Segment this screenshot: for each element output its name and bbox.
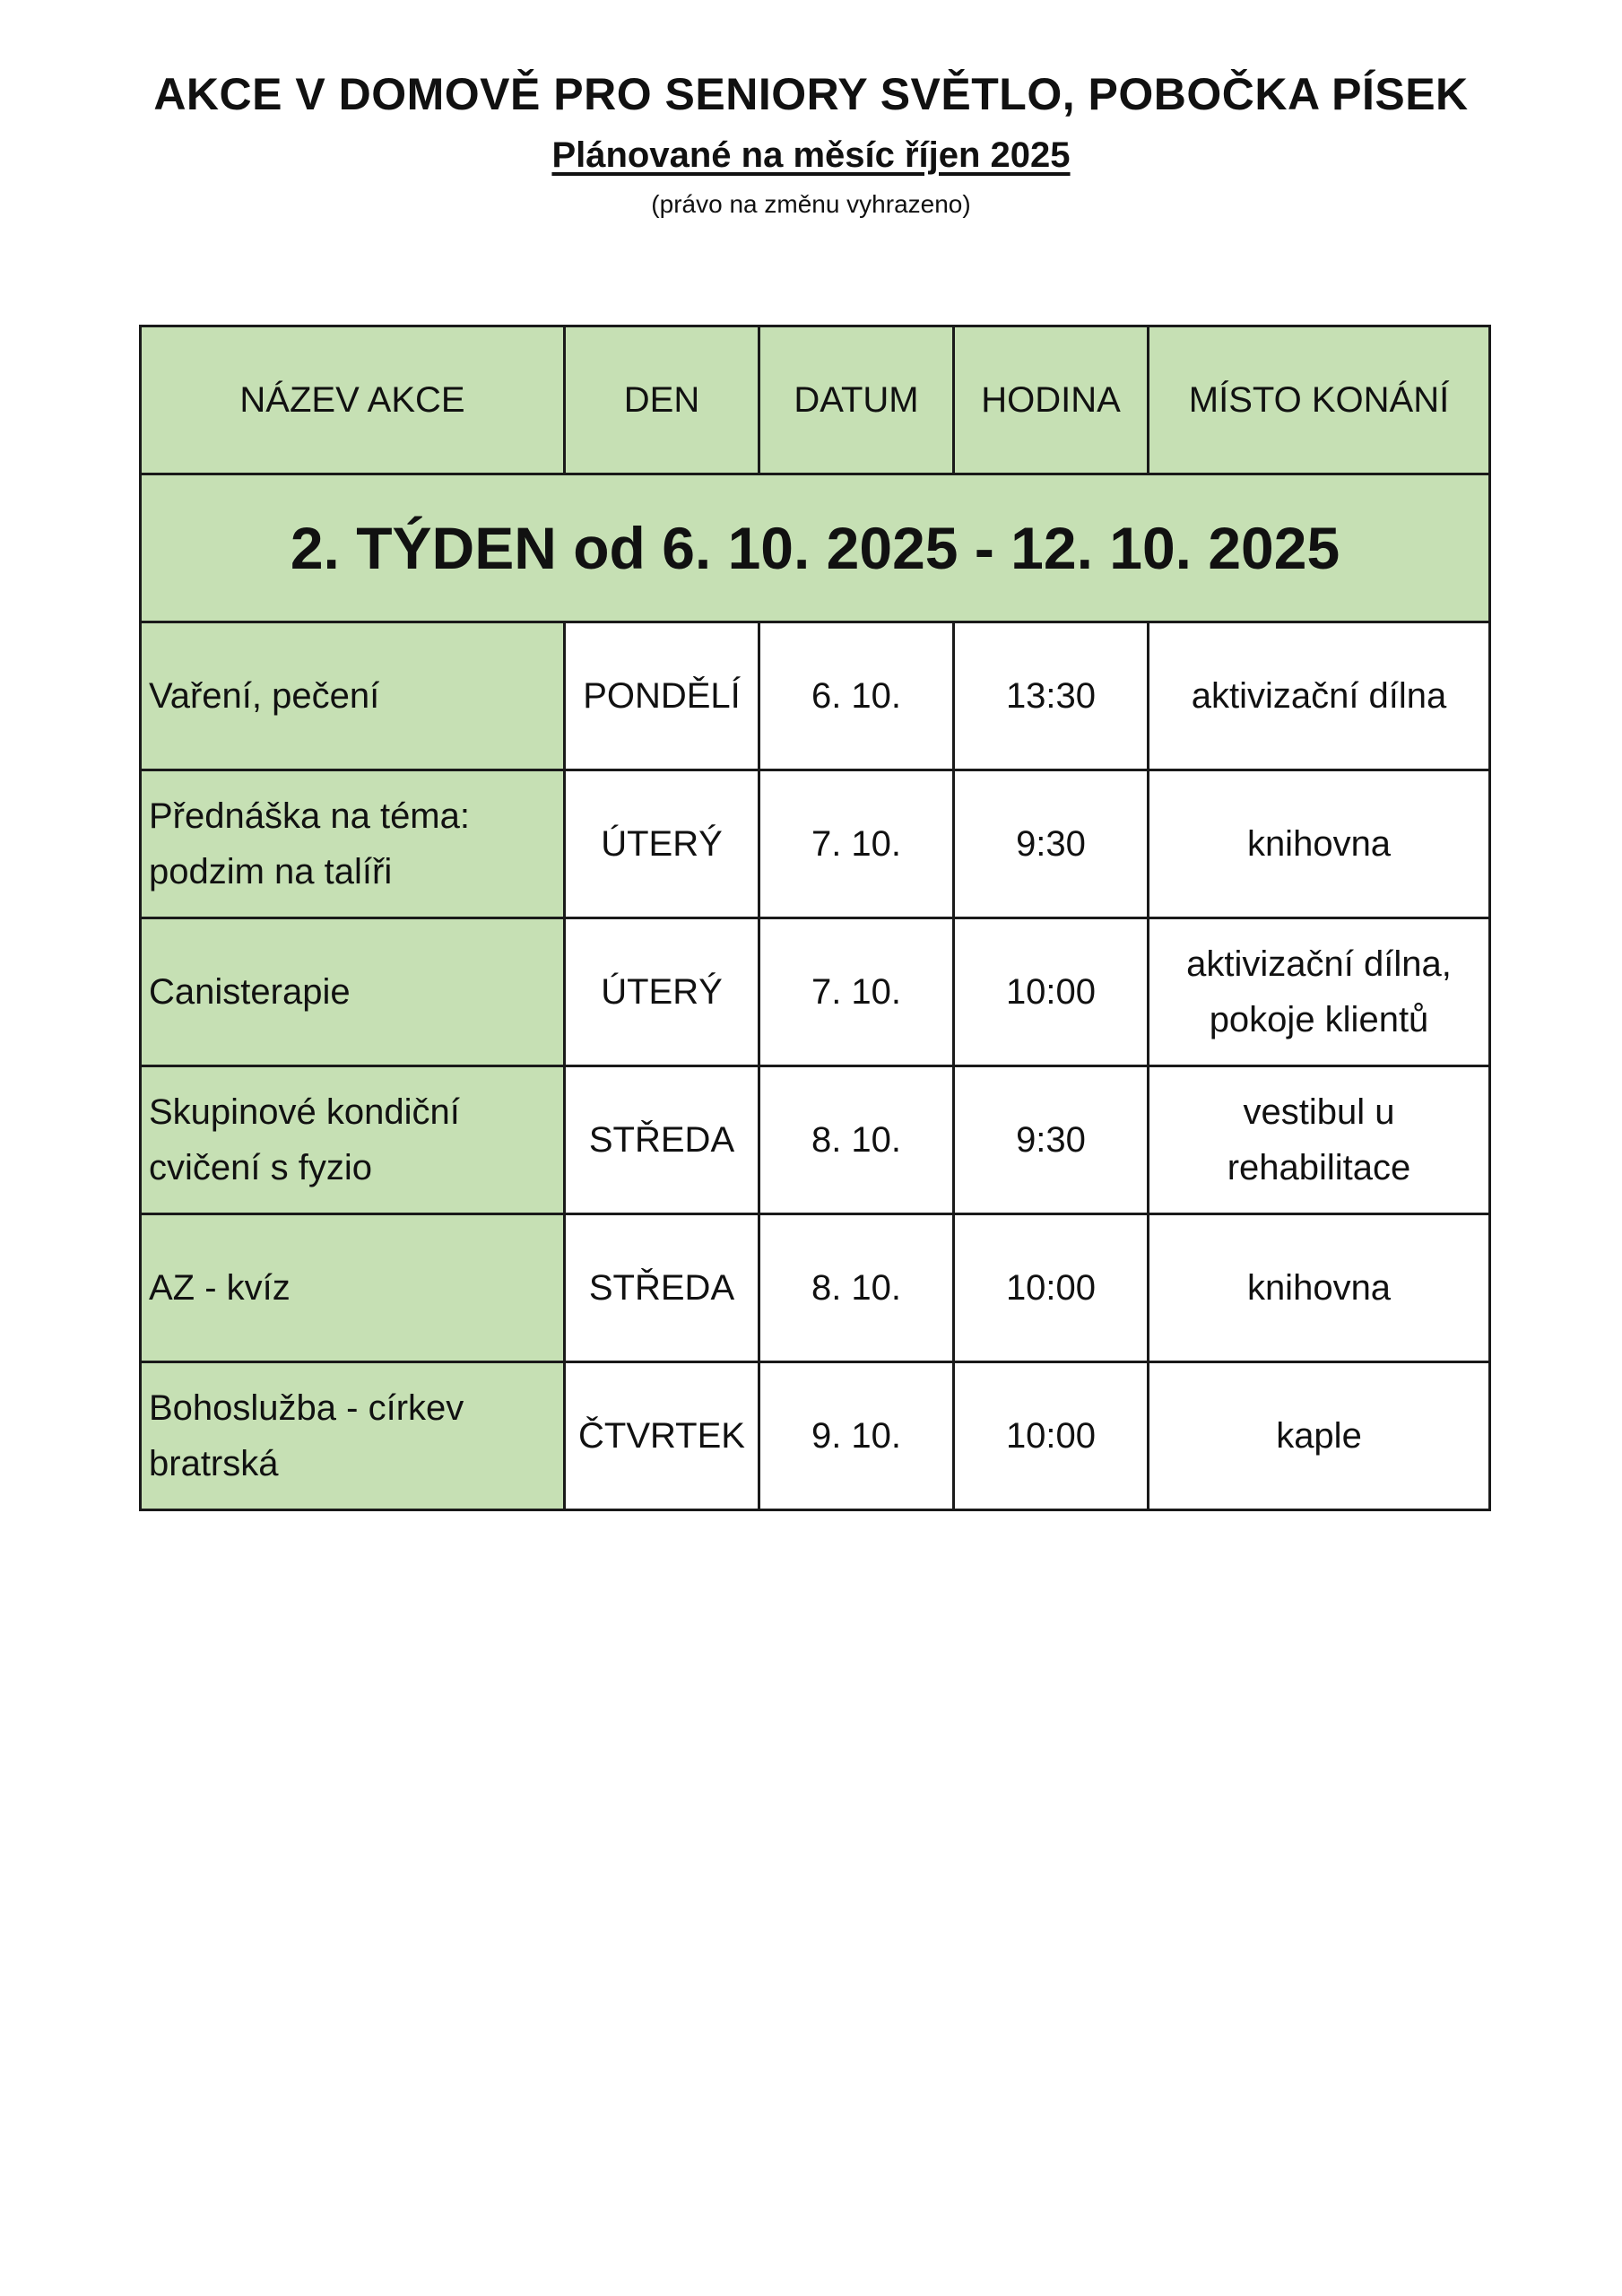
event-name: Bohoslužba - církev bratrská [141,1362,565,1510]
event-time: 10:00 [954,1214,1149,1362]
event-time: 13:30 [954,622,1149,770]
week-label: 2. TÝDEN od 6. 10. 2025 - 12. 10. 2025 [141,474,1490,622]
event-place: vestibul u rehabilitace [1149,1066,1490,1214]
table-row [141,918,1490,1066]
table-row [141,770,1490,918]
table-row [141,1362,1490,1510]
document-title: AKCE V DOMOVĚ PRO SENIORY SVĚTLO, POBOČKA PÍSEK [153,69,1469,119]
event-time: 9:30 [954,1066,1149,1214]
event-time: 9:30 [954,770,1149,918]
document-header [0,63,1622,224]
event-day: PONDĚLÍ [565,622,759,770]
event-name: Skupinové kondiční cvičení s fyzio [141,1066,565,1214]
event-day: ÚTERÝ [565,770,759,918]
event-time: 10:00 [954,1362,1149,1510]
event-place: aktivizační dílna [1149,622,1490,770]
event-name: AZ - kvíz [141,1214,565,1362]
event-date: 7. 10. [759,770,954,918]
table-header-row [141,326,1490,474]
document-subtitle: Plánované na měsíc říjen 2025 [551,135,1071,175]
header-time: HODINA [954,326,1149,474]
event-date: 6. 10. [759,622,954,770]
header-place: MÍSTO KONÁNÍ [1149,326,1490,474]
week-row [141,474,1490,622]
header-name: NÁZEV AKCE [141,326,565,474]
event-date: 8. 10. [759,1066,954,1214]
event-place: knihovna [1149,770,1490,918]
event-name: Vaření, pečení [141,622,565,770]
event-date: 9. 10. [759,1362,954,1510]
event-name: Přednáška na téma: podzim na talíři [141,770,565,918]
event-date: 7. 10. [759,918,954,1066]
event-date: 8. 10. [759,1214,954,1362]
event-place: kaple [1149,1362,1490,1510]
table-row [141,1214,1490,1362]
table-row [141,622,1490,770]
event-day: ÚTERÝ [565,918,759,1066]
event-day: ČTVRTEK [565,1362,759,1510]
event-time: 10:00 [954,918,1149,1066]
header-date: DATUM [759,326,954,474]
document-note: (právo na změnu vyhrazeno) [651,190,971,218]
header-day: DEN [565,326,759,474]
events-table [139,325,1491,1511]
table-row [141,1066,1490,1214]
event-place: aktivizační dílna, pokoje klientů [1149,918,1490,1066]
event-name: Canisterapie [141,918,565,1066]
event-day: STŘEDA [565,1066,759,1214]
event-day: STŘEDA [565,1214,759,1362]
event-place: knihovna [1149,1214,1490,1362]
